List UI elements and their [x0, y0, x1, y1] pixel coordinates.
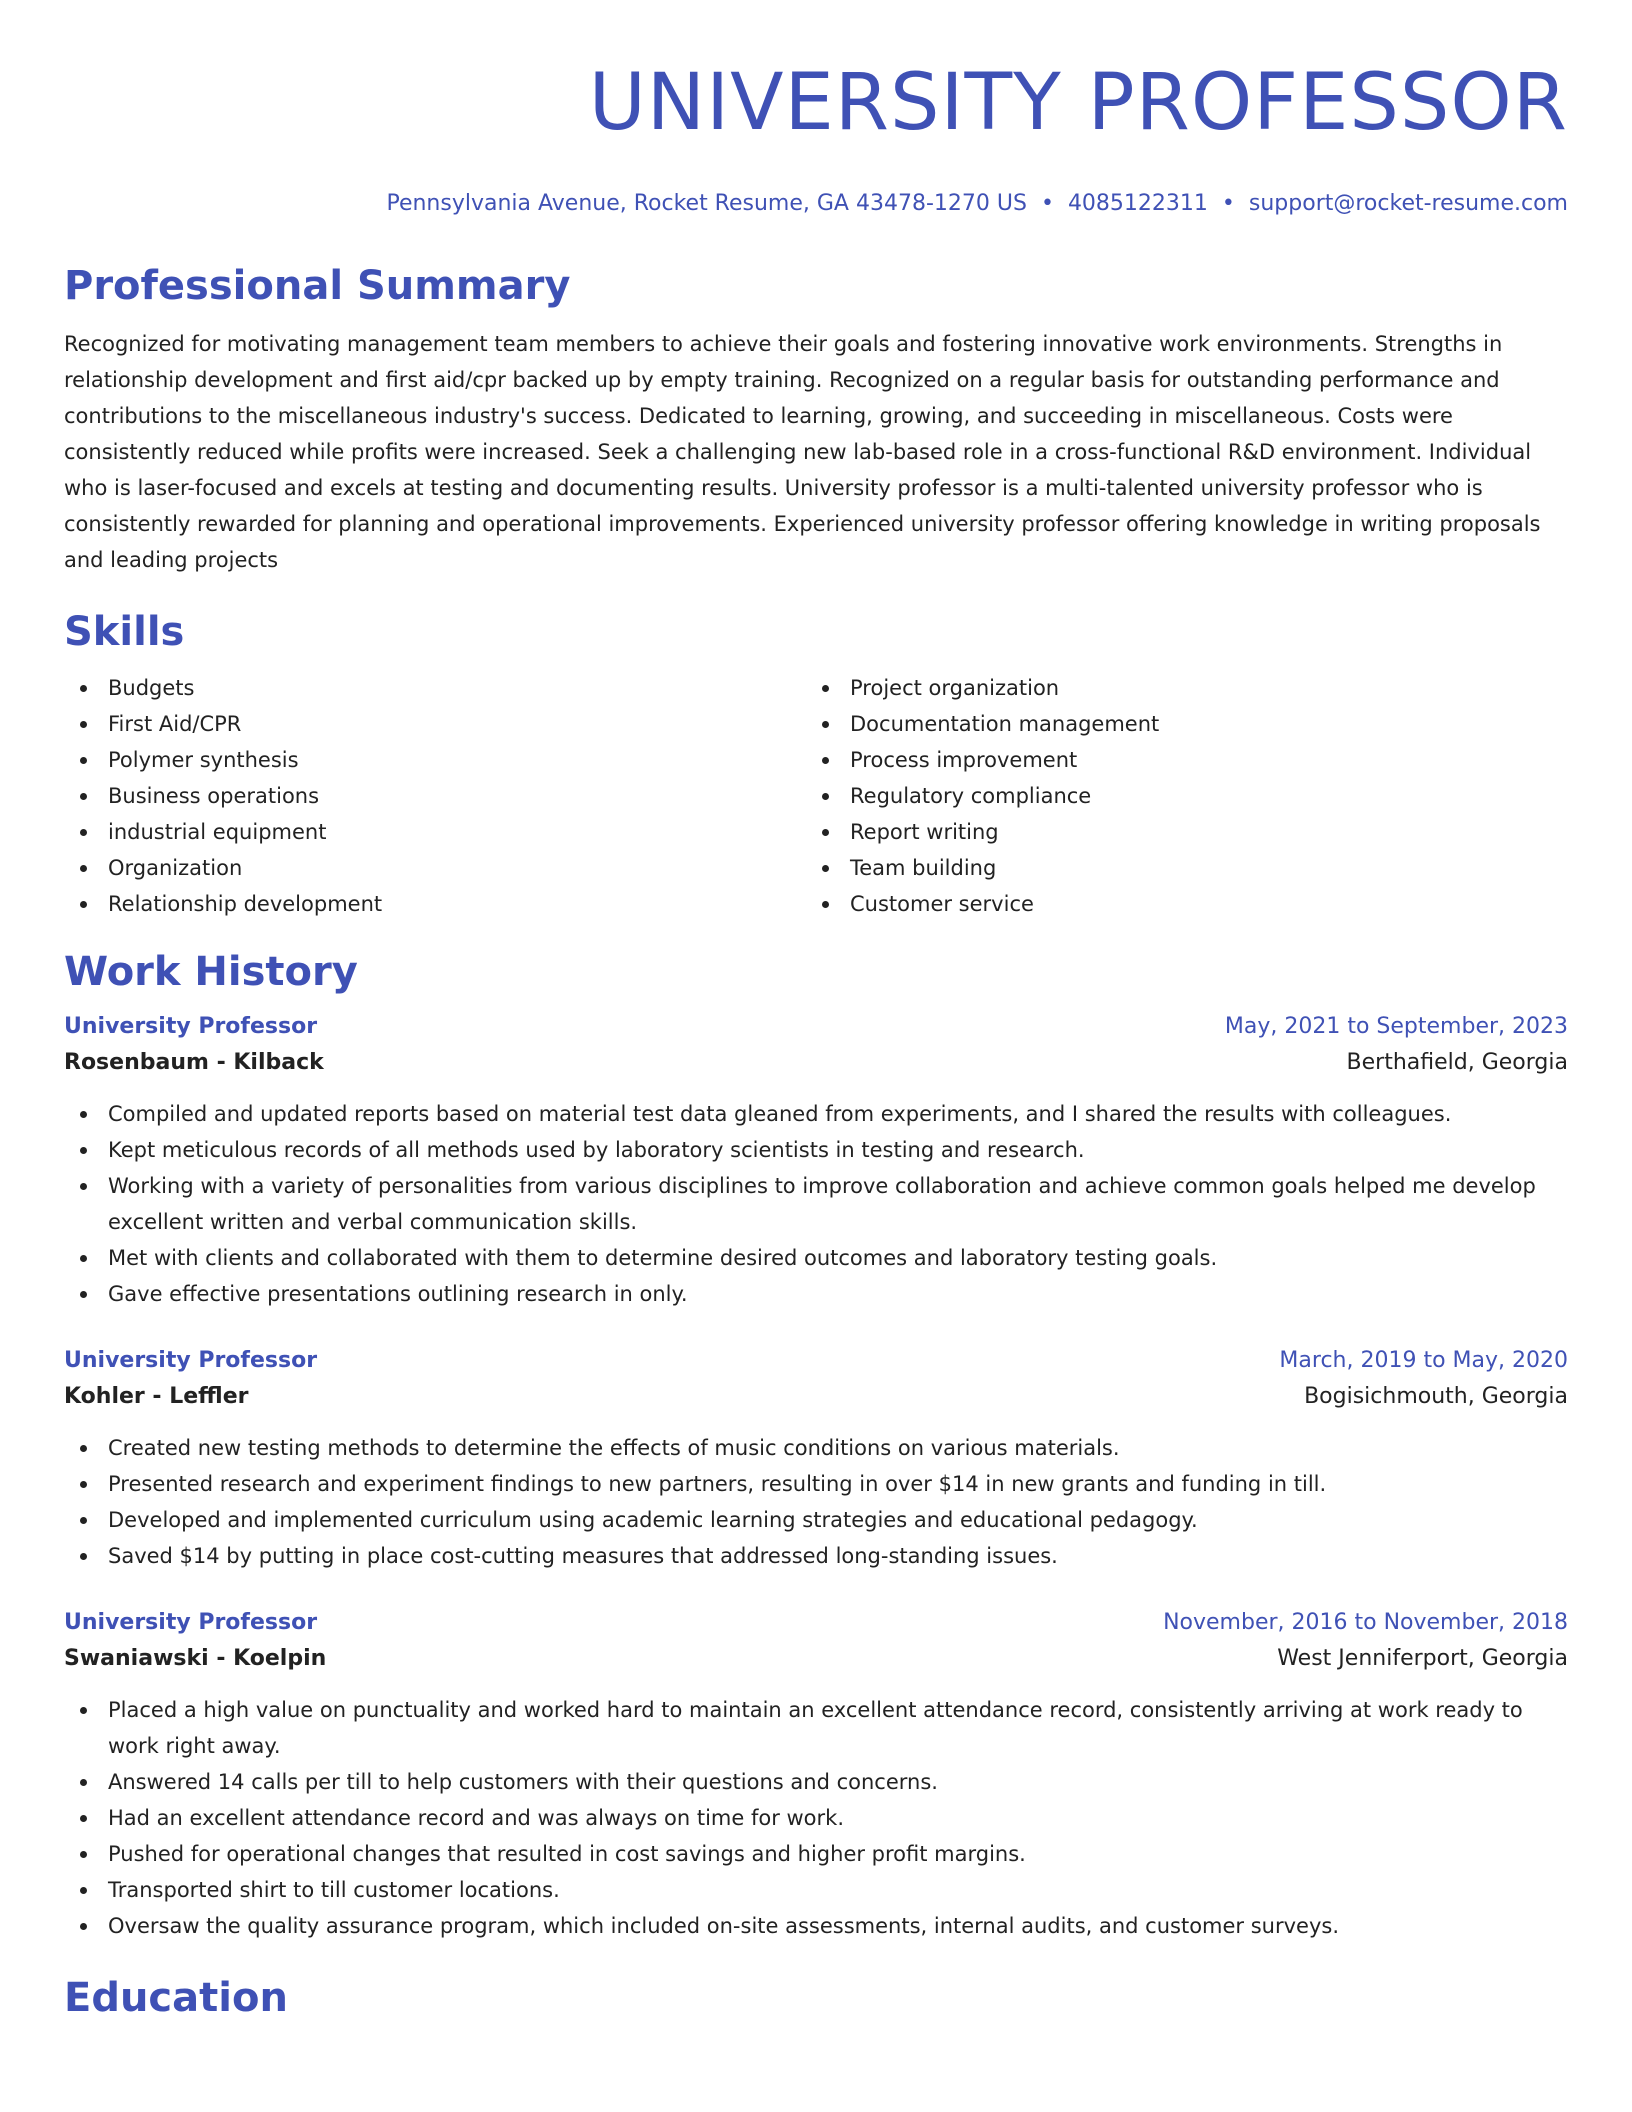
section-title-summary: Professional Summary: [64, 263, 571, 309]
job-bullet: Answered 14 calls per till to help customers with their questions and concerns.: [64, 1764, 1568, 1800]
job-bullet: Kept meticulous records of all methods used by laboratory scientists in testing and research.: [64, 1132, 1568, 1168]
job-title-row: [64, 1606, 1568, 1640]
contact-separator: •: [1221, 191, 1235, 216]
section-title-work-history: Work History: [64, 949, 358, 995]
skill-item: Process improvement: [806, 742, 1548, 778]
job-bullets: [64, 1692, 1568, 1944]
skill-item: Project organization: [806, 670, 1548, 706]
skill-item: First Aid/CPR: [64, 706, 806, 742]
contact-email: support@rocket-resume.com: [1248, 191, 1568, 216]
contact-address: Pennsylvania Avenue, Rocket Resume, GA 43478-1270 US: [386, 191, 1027, 216]
job-company: Swaniawski - Koelpin: [64, 1646, 327, 1671]
job-bullet: Developed and implemented curriculum using academic learning strategies and educational pedagogy.: [64, 1502, 1568, 1538]
job-bullet: Pushed for operational changes that resulted in cost savings and higher profit margins.: [64, 1836, 1568, 1872]
job-entry: [64, 1344, 1568, 1574]
skills-list-right: [806, 670, 1548, 922]
job-bullet: Had an excellent attendance record and was always on time for work.: [64, 1800, 1568, 1836]
job-bullet: Gave effective presentations outlining research in only.: [64, 1276, 1568, 1312]
job-company: Kohler - Leffler: [64, 1384, 249, 1409]
skill-item: Polymer synthesis: [64, 742, 806, 778]
candidate-name: UNIVERSITY PROFESSOR: [588, 58, 1568, 148]
job-title-row: [64, 1010, 1568, 1044]
job-bullet: Transported shirt to till customer locations.: [64, 1872, 1568, 1908]
job-bullet: Saved $14 by putting in place cost-cutting measures that addressed long-standing issues.: [64, 1538, 1568, 1574]
skill-item: Customer service: [806, 886, 1548, 922]
section-title-education: Education: [64, 1975, 288, 2021]
job-title: University Professor: [64, 1610, 318, 1635]
skill-item: Budgets: [64, 670, 806, 706]
contact-separator: •: [1040, 191, 1054, 216]
job-title-row: [64, 1344, 1568, 1378]
job-company: Rosenbaum - Kilback: [64, 1050, 324, 1075]
resume-header: [64, 0, 1568, 218]
section-title-skills: Skills: [64, 609, 185, 655]
job-entry: [64, 1010, 1568, 1312]
skill-item: Organization: [64, 850, 806, 886]
job-bullet: Compiled and updated reports based on material test data gleaned from experiments, and I shared the results with colleagues.: [64, 1096, 1568, 1132]
job-bullet: Oversaw the quality assurance program, which included on-site assessments, internal audits, and customer surveys.: [64, 1908, 1568, 1944]
skill-item: Report writing: [806, 814, 1548, 850]
contact-phone: 4085122311: [1067, 191, 1208, 216]
job-title: University Professor: [64, 1014, 318, 1039]
job-dates: March, 2019 to May, 2020: [1279, 1348, 1568, 1373]
job-dates: May, 2021 to September, 2023: [1224, 1014, 1568, 1039]
skills-column-left: [64, 670, 806, 922]
job-company-row: [64, 1640, 1568, 1678]
job-location: West Jenniferport, Georgia: [1277, 1646, 1568, 1671]
job-bullet: Placed a high value on punctuality and worked hard to maintain an excellent attendance record, consistently arriving at work ready to work right away.: [64, 1692, 1568, 1764]
skill-item: Regulatory compliance: [806, 778, 1548, 814]
skills-grid: [64, 670, 1568, 922]
job-company-row: [64, 1378, 1568, 1416]
skills-column-right: [806, 670, 1548, 922]
job-location: Berthafield, Georgia: [1346, 1050, 1568, 1075]
skill-item: Documentation management: [806, 706, 1548, 742]
job-entry: [64, 1606, 1568, 1944]
job-bullet: Working with a variety of personalities from various disciplines to improve collaboration and achieve common goals helped me develop excellent written and verbal communication skills.: [64, 1168, 1568, 1240]
contact-line: [64, 190, 1568, 218]
job-bullet: Met with clients and collaborated with them to determine desired outcomes and laboratory testing goals.: [64, 1240, 1568, 1276]
skill-item: Team building: [806, 850, 1548, 886]
job-bullet: Presented research and experiment findings to new partners, resulting in over $14 in new grants and funding in till.: [64, 1466, 1568, 1502]
job-company-row: [64, 1044, 1568, 1082]
skill-item: industrial equipment: [64, 814, 806, 850]
job-bullet: Created new testing methods to determine the effects of music conditions on various materials.: [64, 1430, 1568, 1466]
job-bullets: [64, 1096, 1568, 1312]
skill-item: Relationship development: [64, 886, 806, 922]
skill-item: Business operations: [64, 778, 806, 814]
job-dates: November, 2016 to November, 2018: [1163, 1610, 1568, 1635]
job-location: Bogisichmouth, Georgia: [1304, 1384, 1568, 1409]
summary-text: Recognized for motivating management team members to achieve their goals and fostering innovative work environments. Strengths in relationship development and first aid/cpr backed up by empty training. Recognized on a regular basis for outstanding performance and contributions to the miscellaneous industry's success. Dedicated to learning, growing, and succeeding in miscellaneous. Costs were consistently reduced while profits were increased. Seek a challenging new lab-based role in a cross-functional R&D environment. Individual who is laser-focused and excels at testing and documenting results. University professor is a multi-talented university professor who is consistently rewarded for planning and operational improvements. Experienced university professor offering knowledge in writing proposals and leading projects: [64, 332, 1541, 572]
job-title: University Professor: [64, 1348, 318, 1373]
job-bullets: [64, 1430, 1568, 1574]
skills-list-left: [64, 670, 806, 922]
